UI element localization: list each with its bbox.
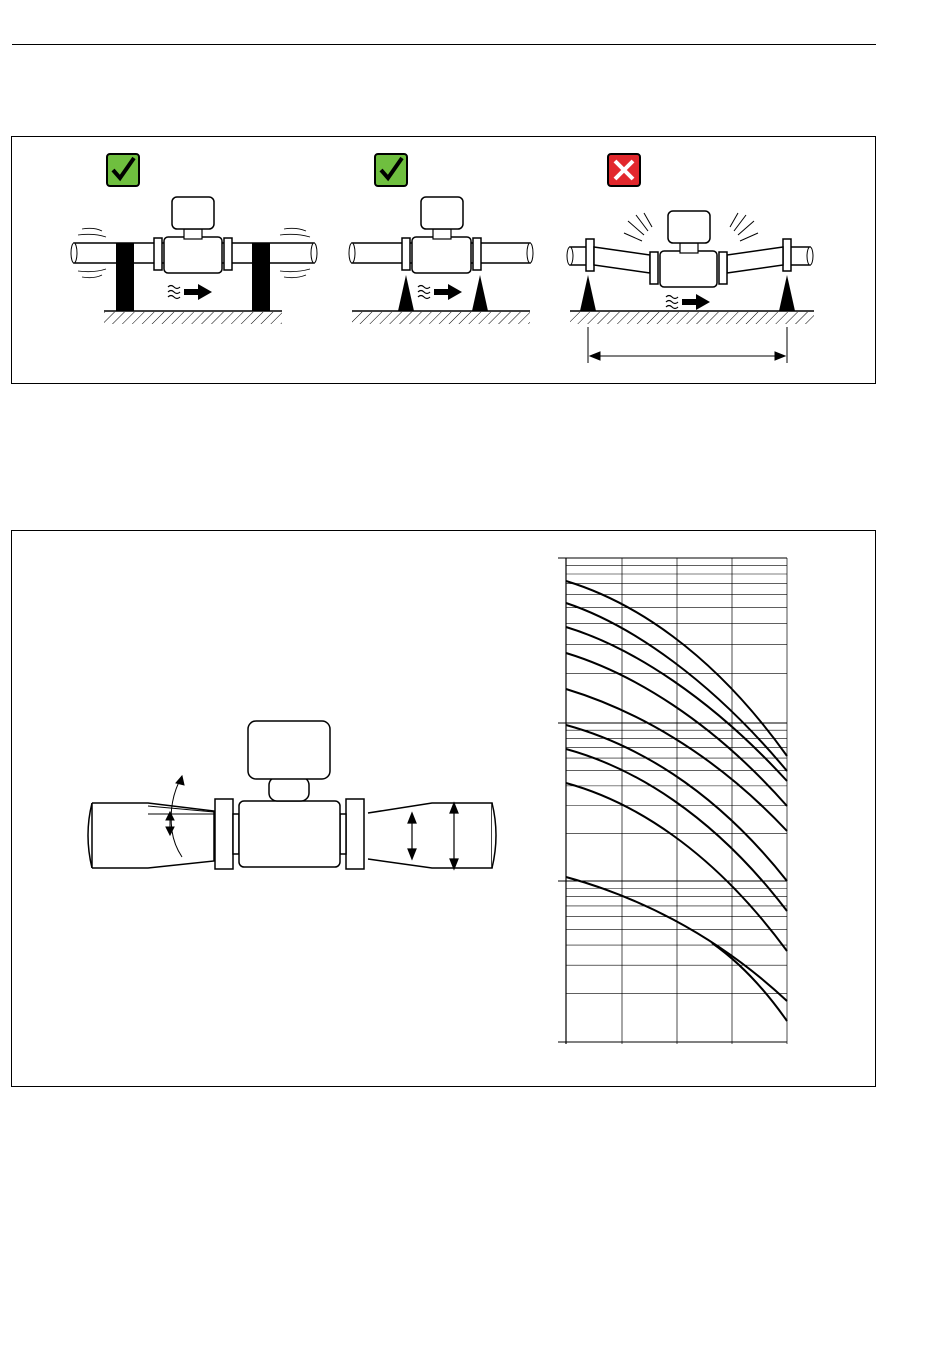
reducer-diagram xyxy=(88,721,496,869)
ground-hatch xyxy=(104,312,282,324)
ground-hatch xyxy=(570,312,814,324)
header-rule xyxy=(12,44,876,45)
nomogram-chart xyxy=(558,558,787,1044)
panel-correct-2 xyxy=(349,154,533,324)
pipe-support-illustration xyxy=(12,137,875,383)
support-point xyxy=(398,275,414,311)
meter-body xyxy=(660,251,717,287)
support-block xyxy=(252,243,270,311)
meter-body xyxy=(412,237,471,273)
ground-hatch xyxy=(352,312,530,324)
panel-correct-1 xyxy=(71,154,317,324)
pipe-support-figure xyxy=(11,136,876,384)
support-point xyxy=(580,275,596,311)
nomogram-curves xyxy=(566,581,787,1021)
checkmark-icon xyxy=(107,154,139,186)
support-point xyxy=(779,275,795,311)
nomogram-curve xyxy=(566,783,787,951)
flow-arrow-icon xyxy=(666,294,710,310)
flow-arrow-icon xyxy=(418,284,462,300)
meter-body xyxy=(239,801,340,867)
adapter-illustration xyxy=(12,531,875,1086)
support-block xyxy=(116,243,134,311)
support-point xyxy=(472,275,488,311)
nomogram-curve xyxy=(566,653,787,806)
nomogram-curve xyxy=(566,581,787,756)
transmitter-head xyxy=(421,197,463,229)
transmitter-head xyxy=(668,211,710,243)
adapter-figure xyxy=(11,530,876,1087)
nomogram-curve xyxy=(566,877,787,1001)
transmitter-head xyxy=(172,197,214,229)
transmitter-head xyxy=(248,721,330,779)
meter-body xyxy=(164,237,222,273)
flow-arrow-icon xyxy=(168,284,212,300)
cross-icon xyxy=(608,154,640,186)
nomogram-curve xyxy=(712,943,787,1021)
panel-incorrect xyxy=(567,154,814,363)
span-dimension xyxy=(588,327,787,363)
checkmark-icon xyxy=(375,154,407,186)
